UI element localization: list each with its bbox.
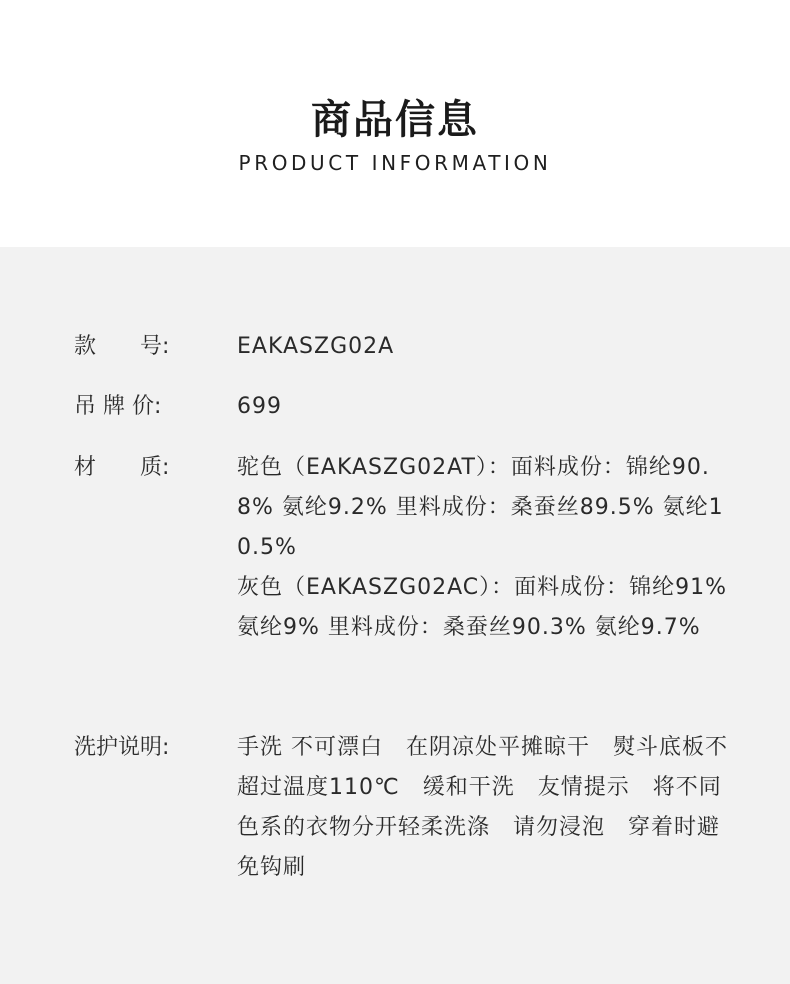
care-text: 手洗 不可漂白 在阴凉处平摊晾干 熨斗底板不超过温度110℃ 缓和干洗 友情提示 将不同色系的衣物分开轻柔洗涤 请勿浸泡 穿着时避免钩刷 bbox=[237, 735, 728, 880]
price-label: 吊 牌 价: bbox=[74, 394, 162, 419]
header bbox=[0, 0, 790, 247]
model-label: 款 号: bbox=[74, 334, 170, 359]
material-label: 材 质: bbox=[74, 455, 170, 480]
page-title: 商品信息 bbox=[311, 97, 479, 143]
info-panel bbox=[0, 247, 790, 984]
model-value: EAKASZG02A bbox=[237, 334, 395, 359]
material-line-grey: 灰色（EAKASZG02AC）：面料成份：锦纶91% 氨纶9% 里料成份：桑蚕丝90.3% 氨纶9.7% bbox=[237, 575, 728, 640]
material-line-camel: 驼色（EAKASZG02AT）：面料成份：锦纶90.8% 氨纶9.2% 里料成份：桑蚕丝89.5% 氨纶10.5% bbox=[237, 455, 724, 560]
care-value bbox=[237, 728, 737, 888]
page-subtitle: PRODUCT INFORMATION bbox=[238, 151, 552, 175]
price-value: 699 bbox=[237, 394, 282, 419]
care-label: 洗护说明: bbox=[74, 735, 170, 760]
material-value bbox=[237, 448, 737, 648]
